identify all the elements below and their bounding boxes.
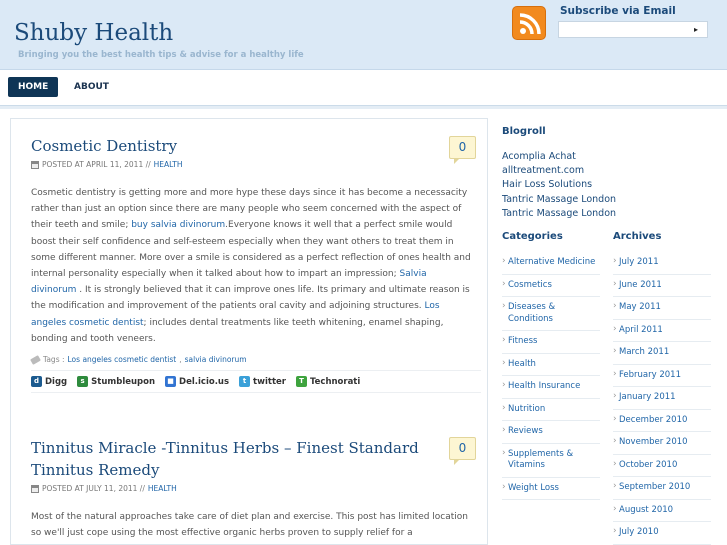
share-stumbleupon[interactable]: s Stumbleupon: [77, 376, 155, 387]
tag-icon: [30, 355, 41, 365]
share-technorati[interactable]: T Technorati: [296, 376, 360, 387]
category-link[interactable]: › Health Insurance: [502, 376, 600, 399]
subscribe-go-button[interactable]: ▸: [693, 25, 698, 34]
post-date: POSTED AT APRIL 11, 2011 //: [42, 160, 151, 169]
blogroll-link[interactable]: Tantric Massage London: [502, 207, 617, 219]
site-tagline: Bringing you the best health tips & advise for a healthy life: [18, 50, 304, 60]
nav-item-about[interactable]: ABOUT: [74, 82, 109, 92]
archive-link[interactable]: › March 2011: [613, 342, 711, 365]
post-title[interactable]: Cosmetic Dentistry: [31, 137, 178, 155]
categories-list: [502, 252, 600, 500]
body-text: . It is strongly believed that it can improve ones life. Its primary and ultimate reason is the modification and improvement of the patients oral cavity and adjoining structures.: [31, 285, 470, 312]
calendar-icon: [31, 485, 39, 493]
body-link-la-dentist[interactable]: Los angeles cosmetic dentist: [31, 301, 440, 328]
share-bar: [31, 370, 481, 393]
archive-link[interactable]: › May 2011: [613, 297, 711, 320]
comment-count-bubble[interactable]: 0: [449, 437, 476, 460]
archives-list: [613, 252, 711, 545]
blogroll-link[interactable]: Hair Loss Solutions: [502, 179, 593, 191]
post-category-link[interactable]: HEALTH: [147, 484, 177, 493]
digg-icon: d: [31, 376, 42, 387]
body-text: .Everyone knows it well that a perfect smile would boost their self confidence and self-esteem especially when they want others to treat them in some different manner. More over a smile is considered as a perfect reflection of ones health and internal personality especially when it talked about how to impart an impression;: [31, 220, 471, 280]
archive-link[interactable]: › April 2011: [613, 320, 711, 343]
site-title[interactable]: Shuby Health: [14, 20, 174, 46]
post-body: Most of the natural approaches take care of diet plan and exercise. This post has limited location so we'll just cope using the most effective organic herbs proven to supply relief for a: [31, 512, 469, 539]
post-tags: Tags : Los angeles cosmetic dentist , salvia divinorum: [31, 355, 471, 364]
category-link[interactable]: › Weight Loss: [502, 478, 600, 501]
archive-link[interactable]: › November 2010: [613, 432, 711, 455]
blogroll-list: [502, 150, 712, 221]
categories-title: Categories: [502, 231, 563, 242]
post-title[interactable]: Tinnitus Miracle -Tinnitus Herbs – Finest Standard Tinnitus Remedy: [31, 439, 419, 479]
archive-link[interactable]: › September 2010: [613, 477, 711, 500]
nav-item-home[interactable]: HOME: [8, 77, 58, 97]
archives-title: Archives: [613, 231, 662, 242]
tags-label: Tags :: [43, 355, 65, 365]
category-link[interactable]: › Alternative Medicine: [502, 252, 600, 275]
site-header: [0, 0, 727, 70]
blogroll-link[interactable]: alltreatment.com: [502, 165, 585, 177]
archive-link[interactable]: › December 2010: [613, 410, 711, 433]
body-link-salvia[interactable]: Salvia divinorum: [31, 269, 427, 296]
category-link[interactable]: › Diseases & Conditions: [502, 297, 600, 331]
post-cosmetic-dentistry: [31, 135, 471, 393]
stumbleupon-icon: s: [77, 376, 88, 387]
category-link[interactable]: › Supplements & Vitamins: [502, 444, 600, 478]
category-link[interactable]: › Fitness: [502, 331, 600, 354]
twitter-icon: t: [239, 376, 250, 387]
post-meta: [31, 160, 471, 169]
subscribe-label: Subscribe via Email: [560, 5, 676, 17]
blogroll-link[interactable]: Tantric Massage London: [502, 193, 617, 205]
archive-link[interactable]: › August 2010: [613, 500, 711, 523]
comment-count-bubble[interactable]: 0: [449, 136, 476, 159]
category-link[interactable]: › Health: [502, 354, 600, 377]
post-body: [31, 185, 471, 347]
archive-link[interactable]: › July 2011: [613, 252, 711, 275]
share-delicious[interactable]: ■ Del.icio.us: [165, 376, 229, 387]
archive-link[interactable]: › January 2011: [613, 387, 711, 410]
tag-link[interactable]: salvia divinorum: [184, 355, 247, 365]
blogroll-title: Blogroll: [502, 126, 546, 137]
post-category-link[interactable]: HEALTH: [153, 160, 183, 169]
archive-link[interactable]: › June 2011: [613, 275, 711, 298]
body-text: Cosmetic dentistry is getting more and more hype these days since it has become a necessacity rather than just an option since there are many people who seem concerned with the aspect of their teeth and smile;: [31, 188, 468, 231]
main-nav: [0, 75, 727, 101]
category-link[interactable]: › Reviews: [502, 421, 600, 444]
archive-link[interactable]: › October 2010: [613, 455, 711, 478]
post-meta: [31, 484, 471, 493]
subscribe-email-input[interactable]: [558, 21, 708, 38]
nav-divider: [0, 105, 727, 109]
share-digg[interactable]: d Digg: [31, 376, 67, 387]
archive-link[interactable]: › July 2010: [613, 522, 711, 545]
post-tinnitus-miracle: [31, 437, 471, 541]
main-content: [10, 118, 488, 545]
body-text: ; includes dental treatments like teeth whitening, enamel shaping, bonding and tooth veneers.: [31, 317, 444, 344]
rss-icon[interactable]: [512, 6, 546, 40]
technorati-icon: T: [296, 376, 307, 387]
share-twitter[interactable]: t twitter: [239, 376, 286, 387]
post-date: POSTED AT JULY 11, 2011 //: [42, 484, 145, 493]
category-link[interactable]: › Cosmetics: [502, 275, 600, 298]
blogroll-link[interactable]: Acomplia Achat: [502, 151, 576, 162]
calendar-icon: [31, 161, 39, 169]
tag-link[interactable]: Los angeles cosmetic dentist: [67, 355, 177, 365]
body-link-buy-salvia[interactable]: buy salvia divinorum: [131, 220, 226, 231]
category-link[interactable]: › Nutrition: [502, 399, 600, 422]
archive-link[interactable]: › February 2011: [613, 365, 711, 388]
delicious-icon: ■: [165, 376, 176, 387]
